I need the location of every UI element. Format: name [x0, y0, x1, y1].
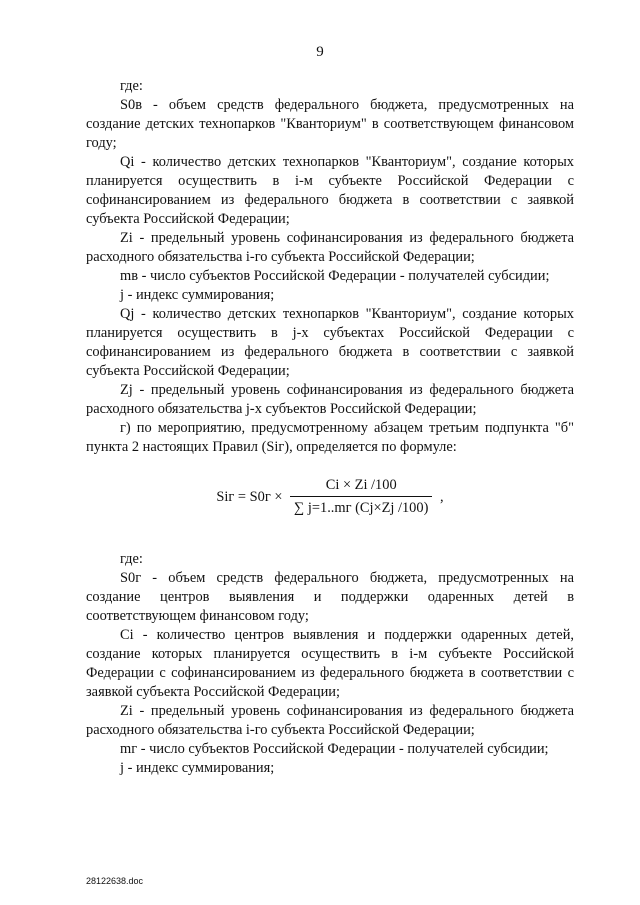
where-label-1: где: — [120, 78, 143, 94]
where-label-2: где: — [120, 551, 143, 567]
def-ci: Ci - количество центров выявления и поддержки одаренных детей, создание которых планируется осуществить в i-м субъекте Российской Федерации с софинансированием из федерального бюджета в соответствии с заявкой субъекта Российской Федерации; — [86, 627, 574, 700]
def-qj: Qj - количество детских технопарков "Кванториум", создание которых планируется осуществить в j-х субъектах Российской Федерации с софинансированием из федерального бюджета в соответствии с заявкой субъекта Российской Федерации; — [86, 306, 574, 379]
def-zj: Zj - предельный уровень софинансирования из федерального бюджета расходного обязательства j-х субъектов Российской Федерации; — [86, 382, 574, 417]
formula-denominator: ∑ j=1..mг (Cj×Zj /100) — [294, 500, 429, 516]
item-g: г) по мероприятию, предусмотренному абзацем третьим подпункта "б" пункта 2 настоящих Правил (Siг), определяется по формуле: — [86, 420, 574, 455]
document-body — [86, 77, 574, 778]
formula-lhs: Siг = S0г × — [216, 488, 283, 505]
formula-numerator: Ci × Zi /100 — [290, 475, 432, 497]
def-s0g: S0г - объем средств федерального бюджета, предусмотренных на создание центров выявления и поддержки одаренных детей в соответствующем финансовом году; — [86, 570, 574, 624]
footer-filename: 28122638.doc — [86, 876, 144, 886]
def-j-2: j - индекс суммирования; — [120, 760, 275, 776]
def-mg: mг - число субъектов Российской Федерации - получателей субсидии; — [120, 741, 549, 757]
def-zi: Zi - предельный уровень софинансирования из федерального бюджета расходного обязательства i-го субъекта Российской Федерации; — [86, 230, 574, 265]
def-s0v: S0в - объем средств федерального бюджета, предусмотренных на создание детских технопарков "Кванториум" в соответствующем финансовом году; — [86, 97, 574, 151]
def-zi-2: Zi - предельный уровень софинансирования из федерального бюджета расходного обязательства i-го субъекта Российской Федерации; — [86, 703, 574, 738]
formula-fraction — [290, 475, 432, 518]
page-number: 9 — [316, 44, 324, 60]
def-j: j - индекс суммирования; — [120, 287, 275, 303]
def-mv: mв - число субъектов Российской Федерации - получателей субсидии; — [120, 268, 550, 284]
formula — [86, 475, 574, 518]
def-qi: Qi - количество детских технопарков "Кванториум", создание которых планируется осуществить в i-м субъекте Российской Федерации с софинансированием из федерального бюджета в соответствии с заявкой субъекта Российской Федерации; — [86, 154, 574, 227]
formula-comma: , — [439, 488, 444, 505]
